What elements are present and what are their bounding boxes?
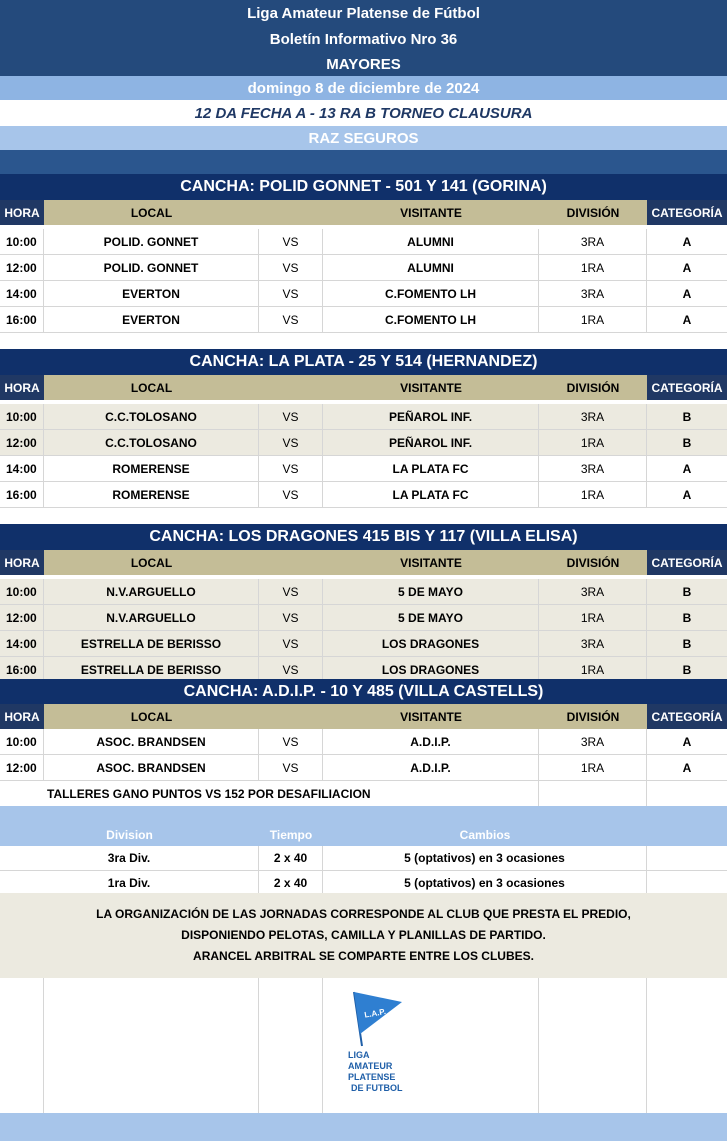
versus-label: VS <box>259 482 323 507</box>
venue-title-text: CANCHA: POLID GONNET - 501 Y 141 (GORINA) <box>180 178 547 195</box>
match-time: 16:00 <box>0 657 44 682</box>
date-banner <box>0 76 727 100</box>
forfeit-note: TALLERES GANO PUNTOS VS 152 POR DESAFILIACION <box>0 781 539 806</box>
match-row <box>0 307 727 333</box>
division-title-text: MAYORES <box>326 55 401 73</box>
date-text: domingo 8 de diciembre de 2024 <box>247 79 480 97</box>
match-category: B <box>682 435 692 450</box>
tournament-banner <box>0 100 727 126</box>
match-row <box>0 631 727 657</box>
league-title <box>0 0 727 26</box>
home-team: ASOC. BRANDSEN <box>44 755 259 780</box>
bulletin-number <box>0 26 727 52</box>
match-time: 16:00 <box>0 482 44 507</box>
away-team: A.D.I.P. <box>323 729 539 754</box>
rules-header <box>0 806 727 846</box>
rules-row <box>0 846 727 871</box>
match-category: A <box>682 461 692 476</box>
away-team: ALUMNI <box>323 255 539 280</box>
away-team: ALUMNI <box>323 229 539 254</box>
match-division: 3RA <box>539 404 647 429</box>
logo-line: LIGA <box>348 1050 370 1060</box>
note-row <box>0 781 727 806</box>
away-team: LA PLATA FC <box>323 456 539 481</box>
col-categoria: CATEGORÍA <box>647 375 727 400</box>
logo-flag-text: L.A.P. <box>363 1007 387 1020</box>
versus-label: VS <box>259 281 323 306</box>
col-categoria: CATEGORÍA <box>647 550 727 575</box>
column-header <box>0 704 727 729</box>
note-spacer <box>539 781 647 806</box>
home-team: N.V.ARGUELLO <box>44 605 259 630</box>
rules-col-spacer <box>647 824 727 846</box>
col-spacer <box>259 704 323 729</box>
rules-col-division: Division <box>106 828 153 842</box>
rules-division: 3ra Div. <box>0 846 259 870</box>
versus-label: VS <box>259 631 323 656</box>
rules-col-tiempo: Tiempo <box>269 828 313 842</box>
match-category: A <box>682 234 692 249</box>
home-team: ROMERENSE <box>44 456 259 481</box>
grid-cell <box>259 978 323 1113</box>
match-row <box>0 729 727 755</box>
away-team: LA PLATA FC <box>323 482 539 507</box>
column-header <box>0 200 727 225</box>
match-category: A <box>682 487 692 502</box>
rules-cambios: 5 (optativos) en 3 ocasiones <box>323 871 647 895</box>
logo-line: AMATEUR <box>348 1061 393 1071</box>
rules-cambios: 5 (optativos) en 3 ocasiones <box>323 846 647 870</box>
rules-division: 1ra Div. <box>0 871 259 895</box>
match-time: 14:00 <box>0 281 44 306</box>
sponsor-text: RAZ SEGUROS <box>308 129 419 147</box>
match-division: 1RA <box>539 605 647 630</box>
versus-label: VS <box>259 579 323 604</box>
grid-cell <box>647 978 727 1113</box>
match-division: 1RA <box>539 657 647 682</box>
home-team: EVERTON <box>44 281 259 306</box>
logo-line: PLATENSE <box>348 1072 396 1082</box>
versus-label: VS <box>259 657 323 682</box>
away-team: A.D.I.P. <box>323 755 539 780</box>
venue-title <box>0 174 727 200</box>
column-header <box>0 375 727 400</box>
rules-tiempo: 2 x 40 <box>259 871 323 895</box>
match-time: 10:00 <box>0 579 44 604</box>
col-spacer <box>259 550 323 575</box>
venue-title <box>0 524 727 550</box>
rules-spacer <box>647 846 727 870</box>
logo-wordmark <box>348 1050 403 1094</box>
match-row <box>0 605 727 631</box>
home-team: EVERTON <box>44 307 259 332</box>
rules-col-cambios: Cambios <box>459 828 511 842</box>
away-team: 5 DE MAYO <box>323 605 539 630</box>
col-division: DIVISIÓN <box>539 200 647 225</box>
match-category: A <box>682 734 692 749</box>
match-time: 12:00 <box>0 255 44 280</box>
venue-title-text: CANCHA: LOS DRAGONES 415 BIS Y 117 (VILLA ELISA) <box>149 528 578 545</box>
org-line-1: LA ORGANIZACIÓN DE LAS JORNADAS CORRESPONDE AL CLUB QUE PRESTA EL PREDIO, <box>96 907 631 921</box>
home-team: ESTRELLA DE BERISSO <box>44 657 259 682</box>
match-row <box>0 404 727 430</box>
away-team: LOS DRAGONES <box>323 631 539 656</box>
home-team: ROMERENSE <box>44 482 259 507</box>
match-category: A <box>682 286 692 301</box>
versus-label: VS <box>259 456 323 481</box>
match-time: 14:00 <box>0 456 44 481</box>
home-team: ASOC. BRANDSEN <box>44 729 259 754</box>
versus-label: VS <box>259 430 323 455</box>
match-time: 10:00 <box>0 229 44 254</box>
home-team: C.C.TOLOSANO <box>44 430 259 455</box>
organization-notice <box>0 893 727 978</box>
match-division: 3RA <box>539 631 647 656</box>
col-spacer <box>259 200 323 225</box>
venue-title-text: CANCHA: A.D.I.P. - 10 Y 485 (VILLA CASTELLS) <box>183 683 544 700</box>
away-team: LOS DRAGONES <box>323 657 539 682</box>
col-visitante: VISITANTE <box>323 550 539 575</box>
col-visitante: VISITANTE <box>323 200 539 225</box>
col-visitante: VISITANTE <box>323 704 539 729</box>
match-division: 1RA <box>539 307 647 332</box>
match-division: 3RA <box>539 229 647 254</box>
versus-label: VS <box>259 307 323 332</box>
match-time: 12:00 <box>0 430 44 455</box>
match-division: 1RA <box>539 430 647 455</box>
grid-cell <box>539 978 647 1113</box>
versus-label: VS <box>259 404 323 429</box>
footer-band <box>0 1113 727 1141</box>
match-division: 1RA <box>539 255 647 280</box>
home-team: POLID. GONNET <box>44 255 259 280</box>
col-hora: HORA <box>0 375 44 400</box>
col-categoria: CATEGORÍA <box>647 704 727 729</box>
home-team: ESTRELLA DE BERISSO <box>44 631 259 656</box>
rules-table <box>0 806 727 896</box>
match-row <box>0 281 727 307</box>
match-category: A <box>682 260 692 275</box>
match-category: B <box>682 610 692 625</box>
match-category: B <box>682 584 692 599</box>
match-category: B <box>682 409 692 424</box>
match-category: A <box>682 312 692 327</box>
away-team: 5 DE MAYO <box>323 579 539 604</box>
match-row <box>0 255 727 281</box>
match-row <box>0 482 727 508</box>
league-logo <box>340 988 420 1108</box>
home-team: N.V.ARGUELLO <box>44 579 259 604</box>
tournament-text: 12 DA FECHA A - 13 RA B TORNEO CLAUSURA <box>194 104 533 122</box>
col-division: DIVISIÓN <box>539 550 647 575</box>
league-title-text: Liga Amateur Platense de Fútbol <box>247 4 480 22</box>
match-division: 3RA <box>539 456 647 481</box>
venue-title-text: CANCHA: LA PLATA - 25 Y 514 (HERNANDEZ) <box>189 353 538 370</box>
away-team: PEÑAROL INF. <box>323 404 539 429</box>
bulletin-number-text: Boletín Informativo Nro 36 <box>269 30 458 48</box>
match-row <box>0 579 727 605</box>
rules-tiempo: 2 x 40 <box>259 846 323 870</box>
col-hora: HORA <box>0 200 44 225</box>
match-row <box>0 229 727 255</box>
home-team: POLID. GONNET <box>44 229 259 254</box>
col-local: LOCAL <box>44 375 259 400</box>
sponsor-banner <box>0 126 727 150</box>
col-local: LOCAL <box>44 704 259 729</box>
match-category: B <box>682 636 692 651</box>
home-team: C.C.TOLOSANO <box>44 404 259 429</box>
grid-cell <box>0 978 44 1113</box>
match-category: B <box>682 662 692 677</box>
venue-title <box>0 349 727 375</box>
col-categoria: CATEGORÍA <box>647 200 727 225</box>
col-visitante: VISITANTE <box>323 375 539 400</box>
division-title <box>0 52 727 76</box>
versus-label: VS <box>259 729 323 754</box>
versus-label: VS <box>259 255 323 280</box>
pennant-flag-icon <box>340 988 420 1050</box>
match-row <box>0 456 727 482</box>
match-division: 3RA <box>539 579 647 604</box>
col-local: LOCAL <box>44 200 259 225</box>
away-team: PEÑAROL INF. <box>323 430 539 455</box>
match-time: 10:00 <box>0 404 44 429</box>
logo-line: DE FUTBOL <box>351 1083 403 1093</box>
match-time: 12:00 <box>0 605 44 630</box>
col-spacer <box>259 375 323 400</box>
match-division: 1RA <box>539 755 647 780</box>
match-time: 16:00 <box>0 307 44 332</box>
away-team: C.FOMENTO LH <box>323 281 539 306</box>
col-division: DIVISIÓN <box>539 704 647 729</box>
match-time: 14:00 <box>0 631 44 656</box>
col-local: LOCAL <box>44 550 259 575</box>
versus-label: VS <box>259 229 323 254</box>
grid-cell <box>44 978 259 1113</box>
versus-label: VS <box>259 755 323 780</box>
col-division: DIVISIÓN <box>539 375 647 400</box>
away-team: C.FOMENTO LH <box>323 307 539 332</box>
rules-spacer <box>647 871 727 895</box>
logo-area <box>0 978 727 1113</box>
venue-title <box>0 679 727 705</box>
match-row <box>0 755 727 781</box>
org-line-3: ARANCEL ARBITRAL SE COMPARTE ENTRE LOS CLUBES. <box>193 949 534 963</box>
match-category: A <box>682 760 692 775</box>
match-division: 3RA <box>539 729 647 754</box>
match-time: 12:00 <box>0 755 44 780</box>
match-row <box>0 430 727 456</box>
org-line-2: DISPONIENDO PELOTAS, CAMILLA Y PLANILLAS DE PARTIDO. <box>181 928 546 942</box>
match-time: 10:00 <box>0 729 44 754</box>
match-division: 3RA <box>539 281 647 306</box>
col-hora: HORA <box>0 704 44 729</box>
column-header <box>0 550 727 575</box>
versus-label: VS <box>259 605 323 630</box>
match-division: 1RA <box>539 482 647 507</box>
col-hora: HORA <box>0 550 44 575</box>
header-spacer <box>0 150 727 174</box>
